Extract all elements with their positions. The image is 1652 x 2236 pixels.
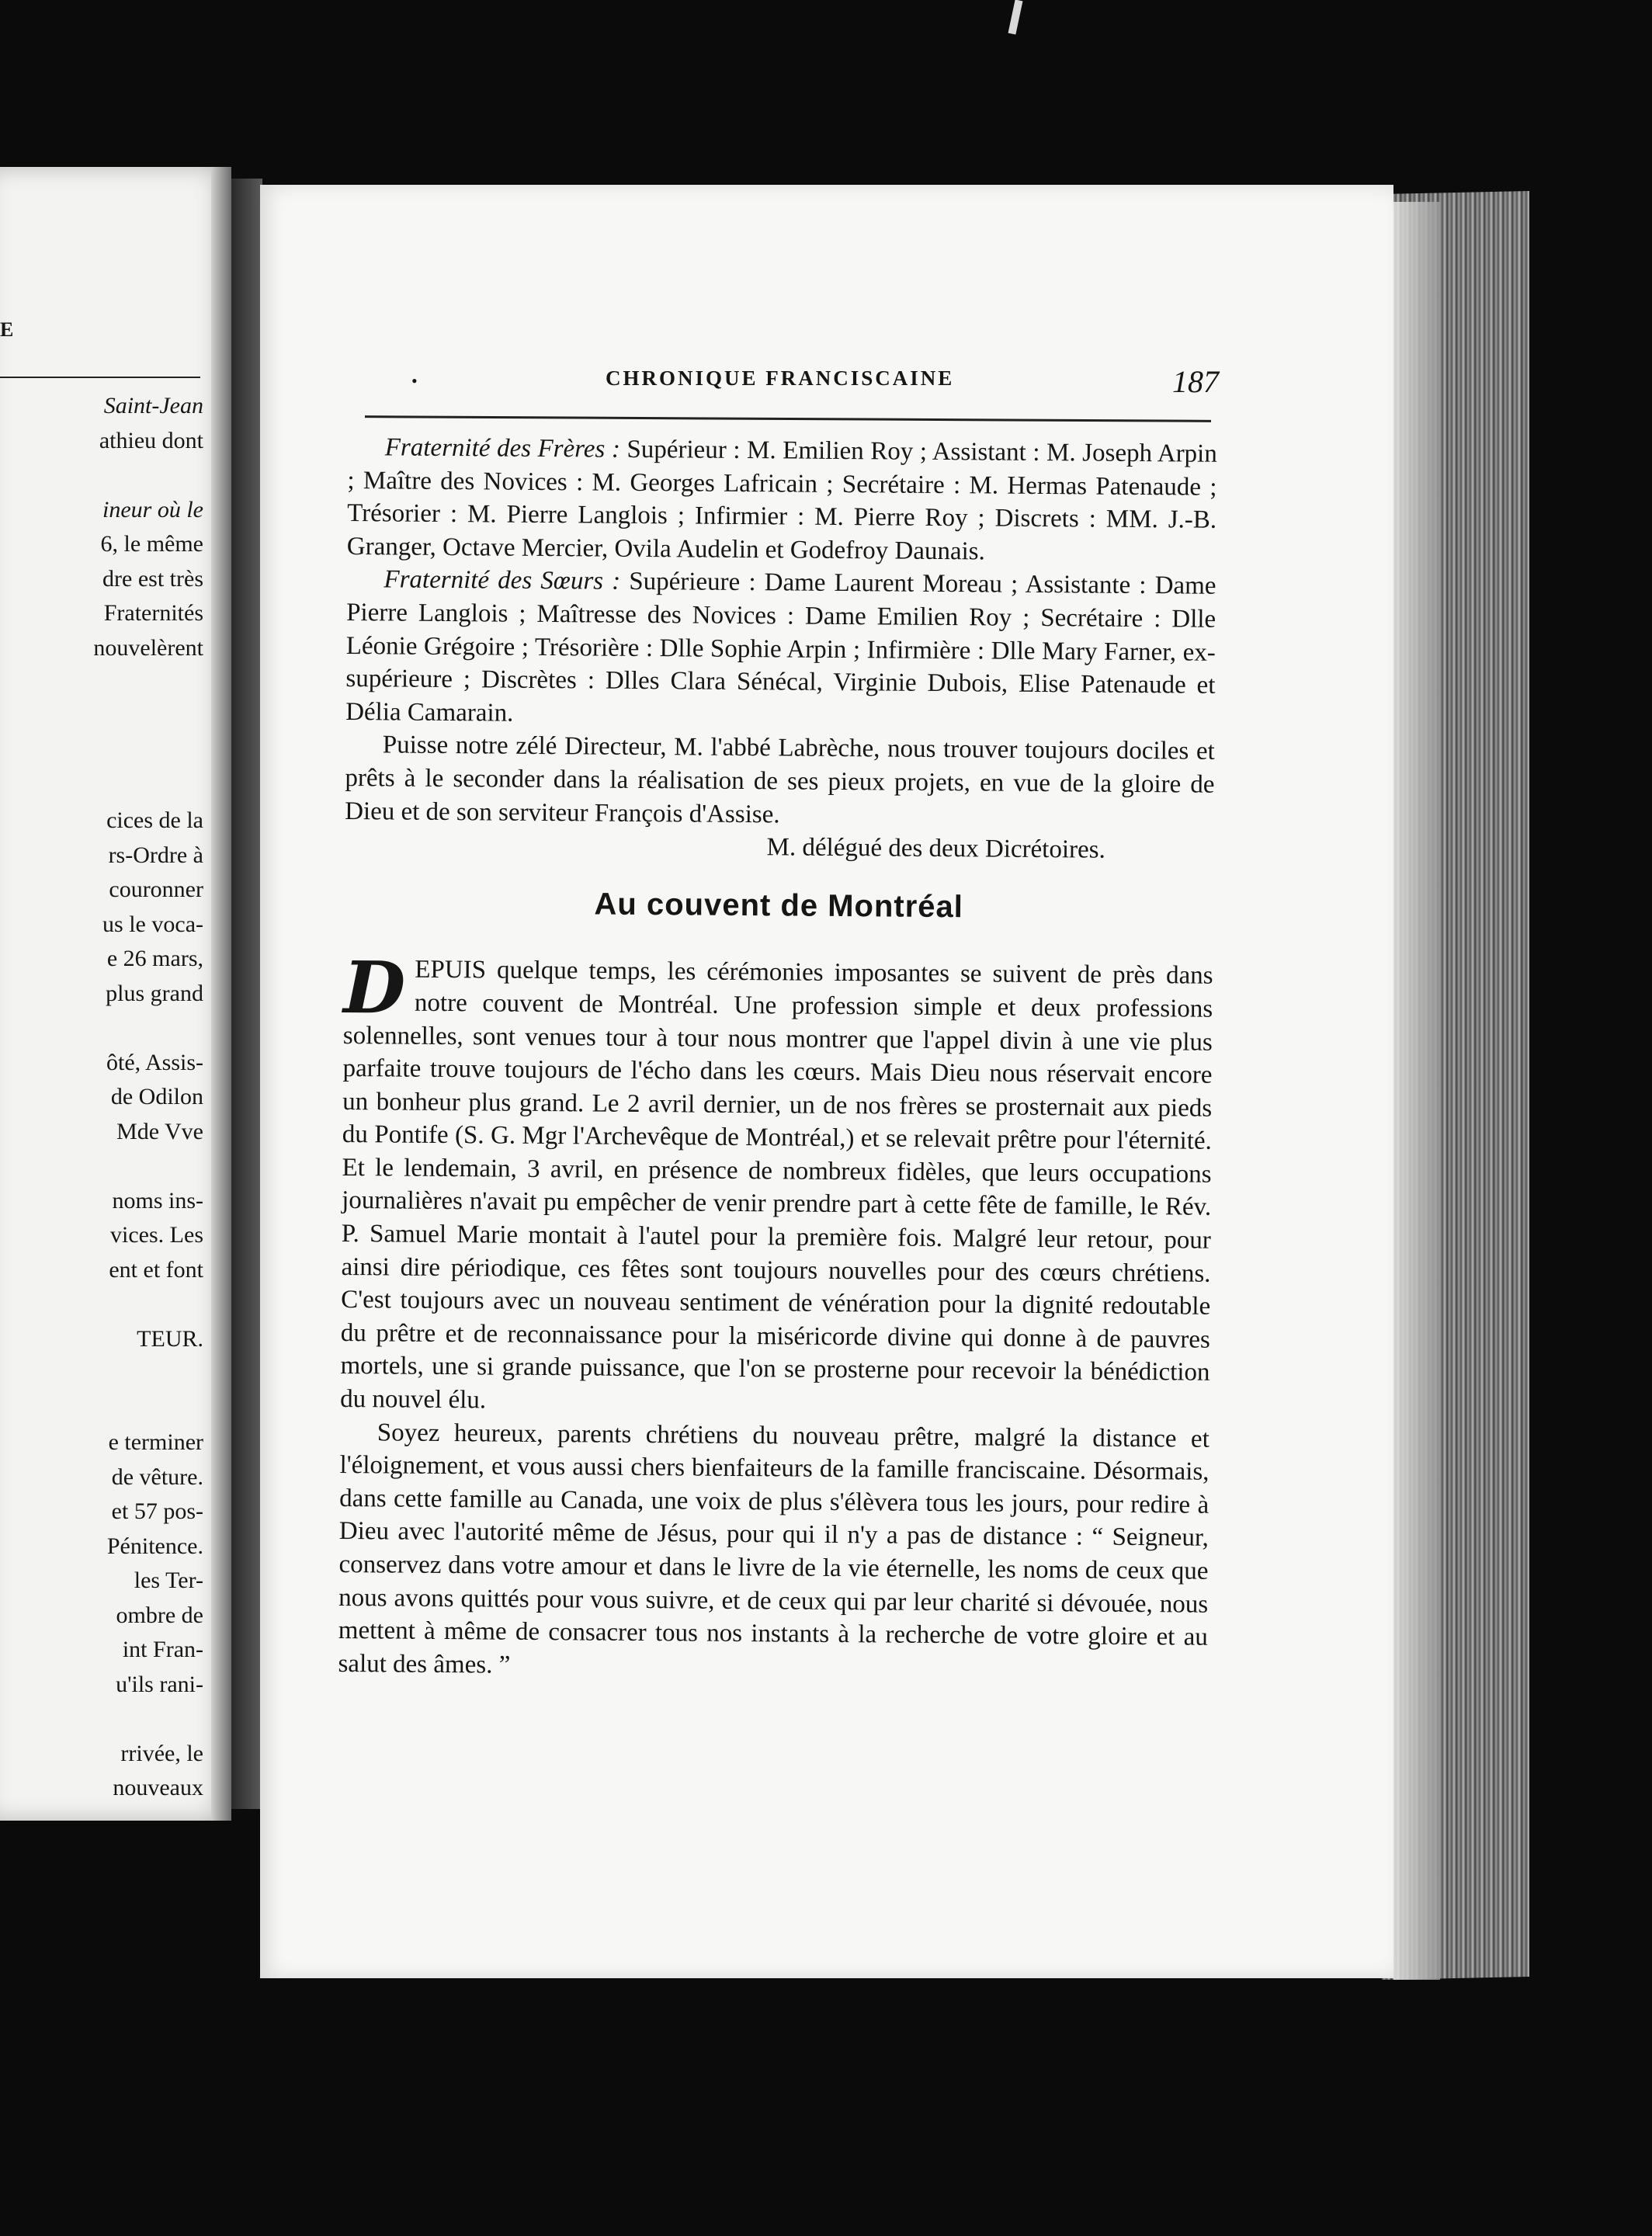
left-page-line: Mde Vve	[116, 1118, 203, 1144]
drop-cap: D	[342, 946, 406, 1030]
left-page-line: vices. Les	[110, 1222, 203, 1248]
left-gutter	[211, 167, 231, 1821]
left-page-line: int Fran-	[122, 1637, 203, 1662]
left-running-head: E	[0, 318, 16, 341]
left-page-line: TEUR.	[137, 1325, 203, 1352]
paragraph-article-1	[340, 946, 1213, 1422]
section-title: Au couvent de Montréal	[594, 887, 964, 924]
left-page-line: couronner	[109, 877, 203, 902]
paragraph-soeurs	[345, 563, 1216, 735]
left-page-line: les Ter-	[134, 1568, 203, 1593]
signature: M. délégué des deux Dicrétoires.	[766, 833, 1105, 864]
left-page-line: de Odilon	[110, 1084, 203, 1109]
left-page-line: u'ils rani-	[116, 1671, 203, 1697]
soeurs-text: Supérieure : Dame Laurent Moreau ; Assistante : Dame Pierre Langlois ; Maîtresse des Novices : Dame Emilien Roy ; Secrétaire : Dlle Léonie Grégoire ; Trésorière : Dlle Sophie Arpin ; Infirmière : Dlle Mary Farner, ex-supérieure ; Discrètes : Dlles Clara Sénécal, Virginie Dubois, Elise Patenaude et Délia Camarain.	[345, 568, 1216, 727]
left-page-line: rs-Ordre à	[108, 842, 203, 868]
left-page-line: Pénitence.	[106, 1533, 203, 1559]
left-page-line: e 26 mars,	[106, 946, 203, 971]
left-page-line: ôté, Assis-	[106, 1049, 203, 1075]
freres-label: Fraternité des Frères :	[384, 433, 621, 464]
left-page-line: athieu dont	[99, 427, 203, 453]
left-page-line: noms ins-	[112, 1187, 203, 1213]
left-page-line: rrivée, le	[120, 1740, 203, 1766]
left-page-line: 6, le même	[100, 531, 203, 557]
left-page-line: et 57 pos-	[111, 1498, 203, 1524]
left-page-line: cices de la	[106, 807, 203, 833]
paragraph-freres	[347, 431, 1217, 570]
left-page-line: Saint-Jean	[103, 393, 203, 418]
left-page-line: plus grand	[106, 980, 203, 1006]
header-dot: •	[411, 371, 418, 391]
article-para1: quelque temps, les cérémonies imposantes se suivent de près dans notre couvent de Montréal. Une profession simple et deux professions solennelles, sont venues tour à tour nous montrer que l'appel divin à une vie plus parfaite trouve toujours de l'écho dans les cœurs. Mais Dieu nous réservait encore un bonheur plus grand. Le 2 avril dernier, un de nos frères se prosternait aux pieds du Pontife (S. G. Mgr l'Archevêque de Montréal,) et se relevait prêtre pour l'éternité. Et le lendemain, 3 avril, en présence de nombreux fidèles, que leurs occupations journalières n'avait pu empêcher de venir prendre part à cette fête de famille, le Rév. P. Samuel Marie montait à l'autel pour la première fois. Malgré leur retour, pour ainsi dire périodique, ces fêtes sont toujours nouvelles pour des cœurs chrétiens. C'est toujours avec un nouveau sentiment de vénération pour la dignité redoutable du prêtre et de reconnaissance pour la miséricorde divine qui donne à de pauvres mortels, une si grande puissance, que l'on se prosterne pour recevoir la bénédiction du nouvel élu.	[340, 956, 1213, 1415]
soeurs-label: Fraternité des Sœurs :	[384, 565, 621, 596]
left-page-line: ineur où le	[102, 496, 203, 523]
page-body	[338, 431, 1217, 1687]
left-page-line: us le voca-	[102, 911, 203, 937]
page-edge-highlight	[1393, 202, 1440, 1980]
left-page-line: Fraternités	[103, 600, 203, 626]
left-page-line: e terminer	[108, 1429, 203, 1455]
page-number: 187	[1172, 364, 1219, 399]
left-header-rule	[0, 377, 200, 378]
first-word: EPUIS	[415, 956, 487, 984]
left-page	[0, 167, 231, 1821]
left-page-line: de vêture.	[111, 1463, 203, 1490]
left-page-line: nouvelèrent	[93, 634, 203, 661]
left-page-line: ombre de	[116, 1602, 203, 1628]
gutter-shadow	[231, 179, 262, 1809]
freres-text: Supérieur : M. Emilien Roy ; Assistant : M. Joseph Arpin ; Maître des Novices : M. Georges Lafricain ; Secrétaire : M. Hermas Patenaude ; Trésorier : M. Pierre Langlois ; Infirmier : M. Pierre Roy ; Discrets : MM. J.-B. Granger, Octave Mercier, Ovila Audelin et Godefroy Daunais.	[346, 435, 1217, 566]
page-header	[365, 359, 1219, 405]
film-scratch	[1008, 0, 1023, 35]
paragraph-puisse: Puisse notre zélé Directeur, M. l'abbé Labrèche, nous trouver toujours dociles et prêts à le seconder dans la réalisation de ses pieux projets, en vue de la gloire de Dieu et de son serviteur François d'Assise.	[345, 731, 1215, 828]
running-head: CHRONIQUE FRANCISCAINE	[606, 366, 955, 390]
left-page-line: ent et font	[109, 1256, 203, 1283]
left-page-line: dre est très	[102, 565, 203, 592]
paragraph-article-2: Soyez heureux, parents chrétiens du nouveau prêtre, malgré la distance et l'éloignement, et vous aussi chers bienfaiteurs de la famille franciscaine. Désormais, dans cette famille au Canada, une voix de plus s'élèvera tous les jours, pour redire à Dieu avec l'autorité même de Jésus, pour qui il n'y a pas de distance : “ Seigneur, conservez dans votre amour et dans le livre de la vie éternelle, les noms de ceux que nous avons quittés pour vous suivre, et de ceux qui par leur charité si dévouée, nous mettent à même de consacrer tous nos instants à la recherche de votre gloire et au salut des âmes. ”	[338, 1418, 1210, 1679]
left-page-line: nouveaux	[113, 1775, 203, 1800]
